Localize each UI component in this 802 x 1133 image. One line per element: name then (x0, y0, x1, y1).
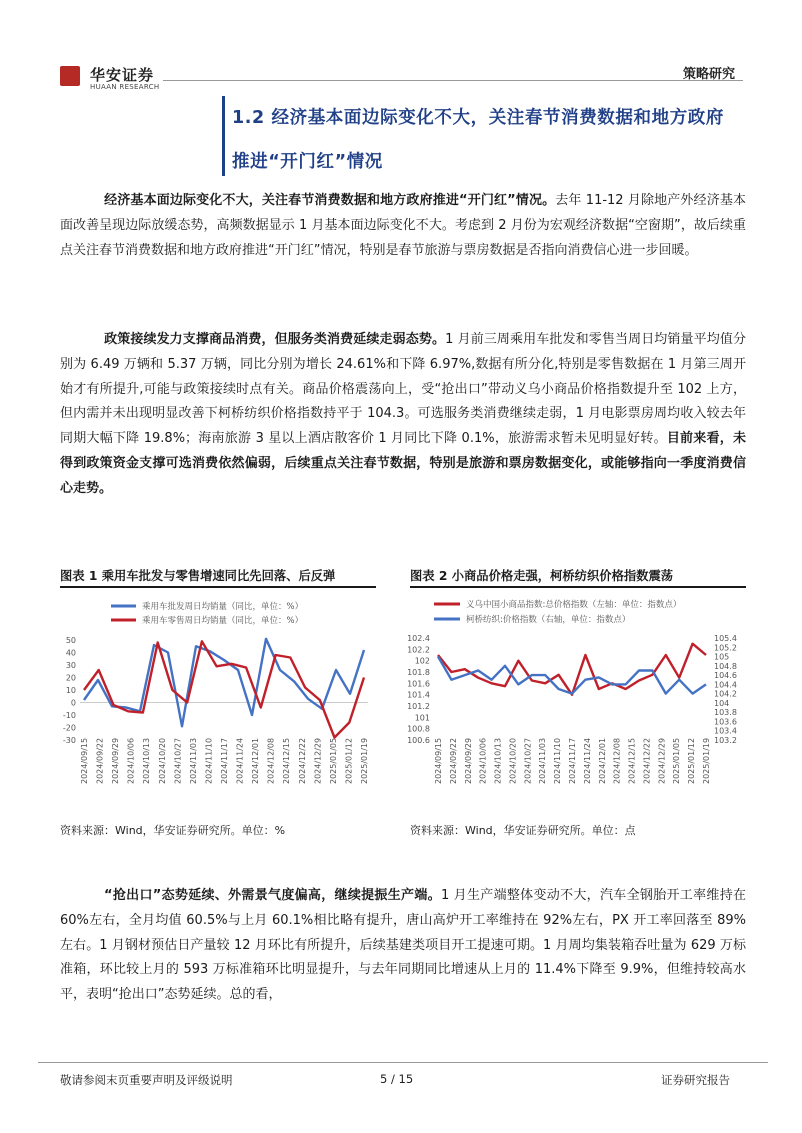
x-tick-label: 2024/11/03 (188, 737, 198, 784)
x-tick-label: 2024/09/22 (448, 737, 458, 784)
logo-text: 华安证券 (90, 66, 155, 84)
y-tick-label-right: 104.8 (714, 661, 737, 671)
y-tick-label-left: 101.8 (407, 668, 430, 677)
figure-2-rule (410, 586, 746, 588)
y-tick-label: -30 (62, 736, 76, 745)
y-tick-label: 40 (65, 648, 76, 658)
x-tick-label: 2024/12/01 (597, 737, 607, 784)
paragraph-3 (60, 884, 746, 1008)
paragraph-2 (60, 328, 746, 502)
y-tick-label-left: 102.4 (407, 634, 430, 643)
paragraph-3-lead: “抢出口”态势延续、外需景气度偏高，继续提振生产端。 (104, 888, 441, 903)
section-heading-line2: 推进“开门红”情况 (232, 152, 383, 172)
series-line-wholesale (84, 639, 364, 727)
y-tick-label-right: 104.6 (714, 671, 737, 681)
x-tick-label: 2024/09/15 (434, 737, 443, 784)
y-tick-label-left: 101.4 (407, 690, 430, 700)
y-tick-label-right: 103.4 (714, 726, 737, 736)
x-tick-label: 2024/11/10 (553, 737, 563, 784)
x-tick-label: 2025/01/19 (360, 737, 369, 784)
y-tick-label-right: 103.6 (714, 717, 737, 727)
x-tick-label: 2024/12/29 (313, 737, 323, 784)
footer-rule (38, 1062, 768, 1063)
x-tick-label: 2024/10/06 (126, 737, 136, 784)
figure-2-source: 资料来源：Wind，华安证券研究所。单位：点 (410, 824, 636, 837)
y-tick-label-left: 101.6 (407, 679, 430, 689)
chart-2-legend (434, 599, 681, 625)
x-tick-label: 2024/09/29 (463, 737, 473, 784)
x-tick-label: 2024/09/15 (80, 737, 89, 784)
x-tick-label: 2024/09/22 (95, 737, 105, 784)
y-tick-label-right: 105.4 (714, 634, 737, 643)
x-tick-label: 2024/10/13 (142, 737, 152, 784)
paragraph-1-body: 去年 11-12 月除地产外经济基本面改善呈现边际放缓态势，高频数据显示 1 月基本面边际变化不大。考虑到 2 月份为宏观经济数据“空窗期”，故后续重点关注春节消费数据和地方政府推进“开门红”情况，特别是春节旅游与票房数据是否指向消费信心进一步回暖。 (60, 193, 746, 258)
legend-label-wholesale: 乘用车批发周日均销量（同比，单位：%） (142, 602, 304, 612)
footer-report-type: 证券研究报告 (661, 1073, 730, 1087)
y-tick-label-left: 101.2 (407, 702, 430, 711)
y-tick-label-left: 100.6 (407, 736, 430, 745)
legend-label-yiwu: 义乌中国小商品指数:总价格指数（左轴：单位：指数点） (466, 600, 682, 610)
x-tick-label: 2024/12/22 (642, 737, 652, 784)
y-tick-label-left: 102 (414, 656, 430, 666)
figure-2-title: 图表 2 小商品价格走强，柯桥纺织价格指数震荡 (410, 569, 674, 583)
page-number: 5 / 15 (380, 1072, 414, 1086)
logo-mark (60, 66, 80, 86)
series-line-retail (84, 641, 364, 737)
x-tick-label: 2024/10/06 (478, 737, 488, 784)
y-tick-label-right: 105 (714, 652, 730, 662)
paragraph-2-lead: 政策接续发力支撑商品消费，但服务类消费延续走弱态势。 (104, 332, 446, 347)
y-tick-label-left: 101 (414, 713, 430, 723)
y-tick-label-right: 103.2 (714, 736, 737, 745)
x-tick-label: 2024/11/17 (568, 737, 577, 784)
figure-1-source: 资料来源：Wind，华安证券研究所。单位：% (60, 824, 286, 837)
section-heading-line1: 1.2 经济基本面边际变化不大，关注春节消费数据和地方政府 (232, 108, 724, 128)
x-tick-label: 2024/12/22 (297, 737, 307, 784)
y-tick-label: 50 (65, 636, 76, 645)
paragraph-2-conclusion: 目前来看，未得到政策资金支撑可选消费依然偏弱，后续重点关注春节数据，特别是旅游和票房数据变化，或能够指向一季度消费信心走势。 (60, 431, 746, 496)
legend-label-keqiao: 柯桥纺织:价格指数（右轴，单位：指数点） (466, 615, 631, 625)
x-tick-label: 2025/01/19 (702, 737, 711, 784)
x-tick-label: 2025/01/05 (328, 737, 338, 784)
y-tick-label-left: 100.8 (407, 724, 430, 734)
x-tick-label: 2025/01/12 (344, 737, 354, 784)
y-tick-label: 0 (70, 698, 76, 708)
x-tick-label: 2024/12/08 (266, 737, 276, 784)
y-tick-label: -20 (62, 723, 76, 733)
y-tick-label-right: 104.4 (714, 680, 737, 690)
figure-1-title: 图表 1 乘用车批发与零售增速同比先回落、后反弹 (60, 569, 336, 583)
y-tick-label: 30 (65, 661, 76, 670)
x-tick-label: 2024/10/27 (523, 737, 533, 784)
x-tick-label: 2025/01/05 (672, 737, 682, 784)
header-rule (163, 80, 743, 81)
paragraph-2-body: 1 月前三周乘用车批发和零售当周日均销量平均值分别为 6.49 万辆和 5.37 万辆，同比分别为增长 24.61%和下降 6.97%,数据有所分化,特别是零售数据在 1 月第三周开始才有所提升,可能与政策接续时点有关。商品价格震荡向上，受“抢出口”带动义乌小商品价格指数提升至 102 上方，但内需并未出现明显改善下柯桥纺织价格指数持平于 104.3。可选服务类消费继续走弱，1 月电影票房周均收入较去年同期大幅下降 19.8%；海南旅游 3 星以上酒店散客价 1 月同比下降 0.1%，旅游需求暂未见明显好转。 (60, 332, 746, 447)
x-tick-label: 2024/12/29 (657, 737, 667, 784)
chart-1 (56, 592, 380, 816)
y-tick-label-left: 102.2 (407, 645, 430, 655)
x-tick-label: 2024/11/03 (538, 737, 548, 784)
logo-subtext: HUAAN RESEARCH (90, 83, 160, 91)
x-tick-label: 2024/12/01 (251, 737, 261, 784)
legend-label-retail: 乘用车零售周日均销量（同比，单位：%） (142, 616, 304, 626)
chart-2 (404, 592, 750, 816)
series-line-yiwu (438, 644, 706, 695)
heading-accent-bar (222, 96, 225, 176)
y-tick-label: 20 (65, 673, 76, 683)
y-tick-label-right: 105.2 (714, 643, 737, 653)
y-tick-label: 10 (65, 686, 76, 695)
y-tick-label-right: 104.2 (714, 689, 737, 699)
y-tick-label-right: 104 (714, 698, 730, 708)
x-tick-label: 2024/11/24 (235, 737, 245, 784)
paragraph-3-body: 1 月生产端整体变动不大，汽车全钢胎开工率维持在 60%左右，全月均值 60.5%与上月 60.1%相比略有提升，唐山高炉开工率维持在 92%左右，PX 开工率回落至 89%左右。1 月钢材预估日产量较 12 月环比有所提升，后续基建类项目开工提速可期。1 月周均集装箱吞吐量为 629 万标准箱，环比较上月的 593 万标准箱环比明显提升，与去年同期同比增速从上月的 11.4%下降至 9.9%，但维持较高水平，表明“抢出口”态势延续。总的看， (60, 888, 747, 1003)
x-tick-label: 2024/12/15 (282, 737, 292, 784)
section-label: 策略研究 (683, 67, 736, 82)
paragraph-1-lead: 经济基本面边际变化不大，关注春节消费数据和地方政府推进“开门红”情况。 (104, 193, 556, 208)
x-tick-label: 2025/01/12 (687, 737, 697, 784)
x-tick-label: 2024/11/24 (582, 737, 592, 784)
x-tick-label: 2024/09/29 (111, 737, 121, 784)
footer-disclaimer: 敬请参阅末页重要声明及评级说明 (60, 1073, 233, 1087)
y-tick-label: -10 (62, 711, 76, 720)
x-tick-label: 2024/10/20 (508, 737, 518, 784)
x-tick-label: 2024/10/27 (173, 737, 183, 784)
x-tick-label: 2024/10/13 (493, 737, 503, 784)
chart-1-legend (111, 601, 303, 626)
series-line-keqiao (438, 657, 706, 694)
x-tick-label: 2024/11/17 (220, 737, 229, 784)
x-tick-label: 2024/12/08 (612, 737, 622, 784)
x-tick-label: 2024/12/15 (627, 737, 637, 784)
figure-1-rule (60, 586, 376, 588)
y-tick-label-right: 103.8 (714, 708, 737, 718)
paragraph-1 (60, 189, 746, 263)
x-tick-label: 2024/10/20 (157, 737, 167, 784)
x-tick-label: 2024/11/10 (204, 737, 214, 784)
